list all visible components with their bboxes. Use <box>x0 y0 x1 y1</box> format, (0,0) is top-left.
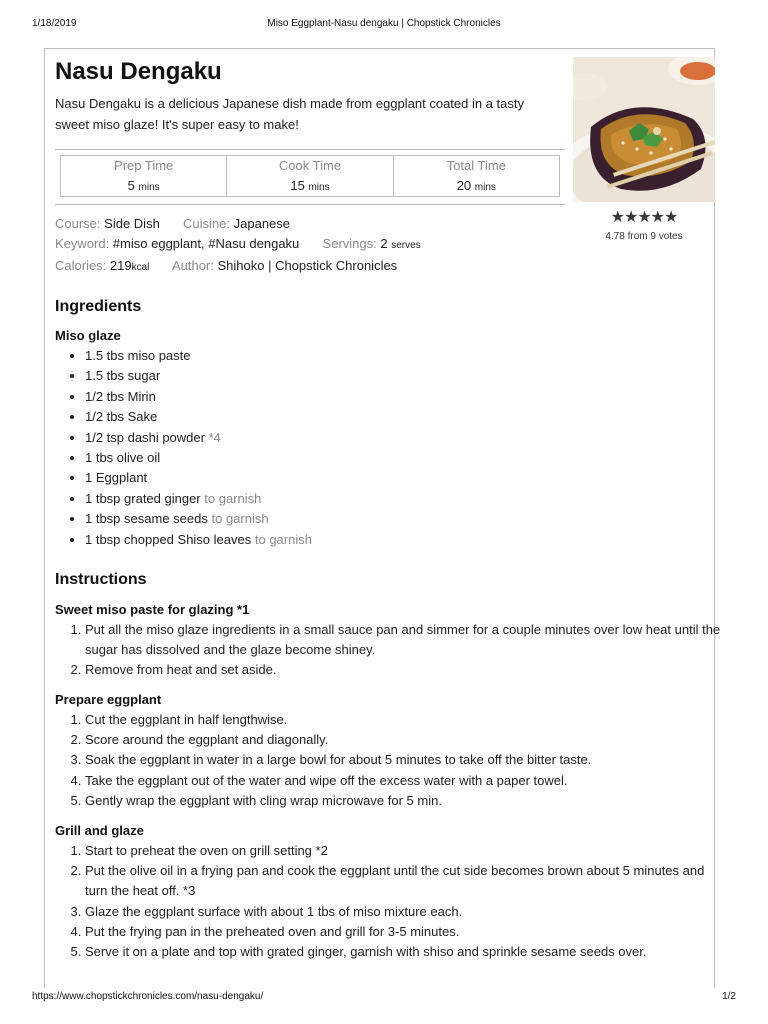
pdf-footer <box>32 991 736 1005</box>
instruction-group-title: Prepare eggplant <box>55 692 162 707</box>
pdf-header <box>32 18 736 32</box>
prep-time <box>61 156 227 196</box>
instruction-step: 5. Gently wrap the eggplant with cling wrap microwave for 5 min. <box>85 791 725 811</box>
instruction-step: 2. Put the olive oil in a frying pan and cook the eggplant until the cut side becomes brown about 5 minutes and turn the heat off. *3 <box>85 861 725 901</box>
ingredient-item: • 1/2 tsp dashi powder *4 <box>85 428 565 448</box>
instruction-group-title: Grill and glaze <box>55 823 144 838</box>
print-page-number: 1/2 <box>722 991 736 1002</box>
ingredient-note: to garnish <box>211 511 269 527</box>
rating-stars[interactable]: ★★★★★ <box>610 209 678 226</box>
print-page-title: Miso Eggplant-Nasu dengaku | Chopstick Chronicles <box>267 18 501 29</box>
instruction-step: 1. Cut the eggplant in half lengthwise. <box>85 710 725 730</box>
instruction-steps <box>55 620 725 681</box>
instruction-step: 2. Remove from heat and set aside. <box>85 660 725 680</box>
keyword-value: #miso eggplant, #Nasu dengaku <box>112 236 300 251</box>
ingredients-list <box>55 346 565 550</box>
total-time <box>394 156 559 196</box>
instructions-heading: Instructions <box>55 571 147 588</box>
instruction-steps <box>55 710 725 811</box>
recipe-card <box>44 48 721 988</box>
print-date: 1/18/2019 <box>32 18 77 29</box>
ingredient-item: • 1/2 tbs Sake <box>85 407 565 427</box>
instruction-step: 4. Put the frying pan in the preheated oven and grill for 3-5 minutes. <box>85 922 725 942</box>
instruction-step: 5. Serve it on a plate and top with grated ginger, garnish with shiso and sprinkle sesame seeds over. <box>85 942 725 962</box>
ingredient-note: *4 <box>208 429 221 445</box>
instruction-step: 3. Soak the eggplant in water in a large bowl for about 5 minutes to take off the bitter taste. <box>85 750 725 770</box>
time-unit: mins <box>308 182 330 193</box>
ingredient-item: • 1 tbsp sesame seeds to garnish <box>85 509 565 529</box>
time-label: Total Time <box>446 158 506 173</box>
print-url[interactable]: https://www.chopstickchronicles.com/nasu-dengaku/ <box>32 991 264 1002</box>
time-value: 5 <box>127 178 135 193</box>
recipe-photo <box>573 57 715 202</box>
ingredient-note: to garnish <box>204 490 262 506</box>
time-label: Prep Time <box>114 158 174 173</box>
calories-value: 219 <box>109 258 132 273</box>
instruction-step: 3. Glaze the eggplant surface with about 1 tbs of miso mixture each. <box>85 902 725 922</box>
recipe-summary: Nasu Dengaku is a delicious Japanese dish made from eggplant coated in a tasty sweet miso glaze! It's super easy to make! <box>55 96 525 132</box>
instruction-step: 2. Score around the eggplant and diagonally. <box>85 730 725 750</box>
cook-time <box>227 156 393 196</box>
recipe-title: Nasu Dengaku <box>55 58 222 85</box>
divider <box>55 204 565 205</box>
ingredient-note: to garnish <box>254 531 312 547</box>
divider <box>55 149 565 150</box>
time-value: 15 <box>290 178 305 193</box>
meta-calories-author: Calories: 219kcal Author: Shihoko | Chopstick Chronicles <box>55 258 398 273</box>
ingredient-item: • 1 Eggplant <box>85 468 565 488</box>
time-value: 20 <box>456 178 472 193</box>
ingredient-group-title: Miso glaze <box>55 328 121 343</box>
instruction-group-title: Sweet miso paste for glazing *1 <box>55 602 250 617</box>
meta-course-cuisine: Course: Side Dish Cuisine: Japanese <box>55 216 291 231</box>
course-value: Side Dish <box>104 216 160 231</box>
ingredient-item: • 1.5 tbs miso paste <box>85 346 565 366</box>
meta-keyword-servings: Keyword: #miso eggplant, #Nasu dengaku Servings: 2 serves <box>55 236 421 251</box>
instruction-step: 1. Start to preheat the oven on grill setting *2 <box>85 841 725 861</box>
time-unit: mins <box>474 182 496 193</box>
time-label: Cook Time <box>278 158 342 173</box>
ingredient-item: • 1.5 tbs sugar <box>85 366 565 386</box>
times-table <box>60 155 560 197</box>
servings-value: 2 <box>380 236 388 251</box>
ingredient-item: • 1 tbsp grated ginger to garnish <box>85 489 565 509</box>
ingredient-item: • 1 tbs olive oil <box>85 448 565 468</box>
ingredients-heading: Ingredients <box>55 298 142 315</box>
ingredient-item: • 1 tbsp chopped Shiso leaves to garnish <box>85 530 565 550</box>
instruction-step: 1. Put all the miso glaze ingredients in a small sauce pan and simmer for a couple minutes over low heat until the sugar has dissolved and the glaze become shiney. <box>85 620 725 660</box>
servings-unit: serves <box>391 240 421 251</box>
author-value: Shihoko | Chopstick Chronicles <box>217 258 398 273</box>
cuisine-value: Japanese <box>233 216 291 231</box>
ingredient-item: • 1/2 tbs Mirin <box>85 387 565 407</box>
rating-votes: 4.78 from 9 votes <box>605 231 683 242</box>
time-unit: mins <box>138 182 160 193</box>
instruction-steps <box>55 841 725 962</box>
eggplant-dish-image <box>573 57 715 202</box>
calories-unit: kcal <box>131 262 150 273</box>
instruction-step: 4. Take the eggplant out of the water and wipe off the excess water with a paper towel. <box>85 771 725 791</box>
